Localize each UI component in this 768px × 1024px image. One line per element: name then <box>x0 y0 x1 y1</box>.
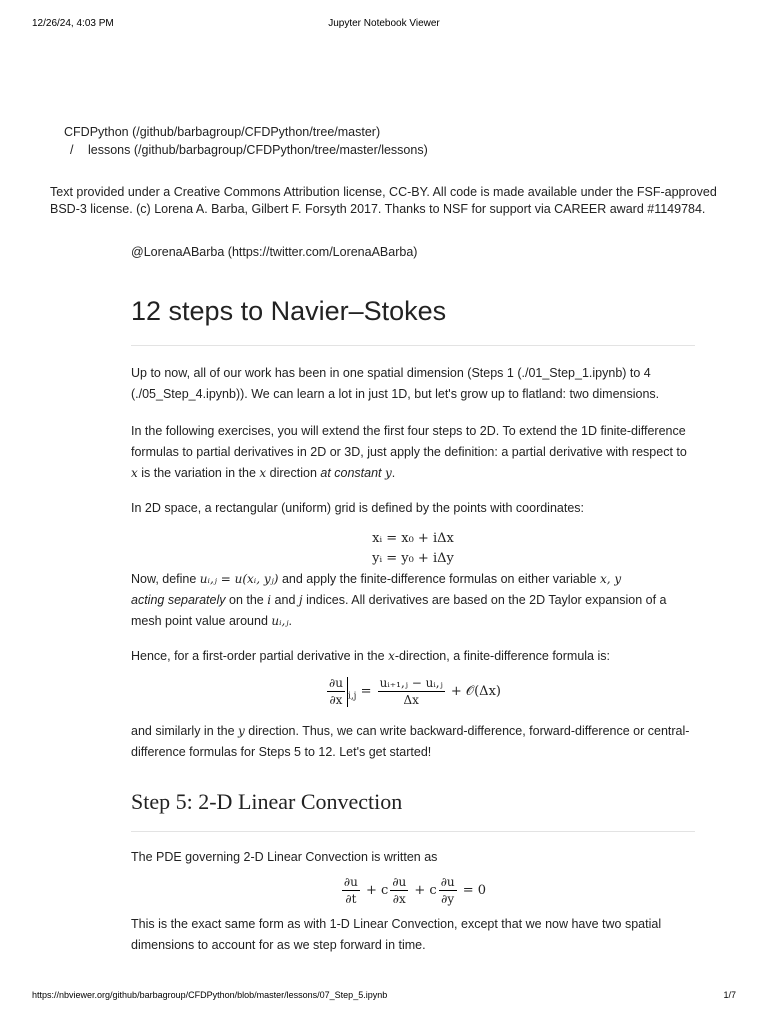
step5-heading: Step 5: 2-D Linear Convection <box>131 789 403 814</box>
first-order-paragraph: Hence, for a first-order partial derivative in the x-direction, a finite-difference formula is: <box>131 649 610 663</box>
finite-difference-equation: $\frac{\partial u}{\partial x}$ $_{i,j}$ = $\frac{\text{uᵢ₊₁,ⱼ − uᵢ,ⱼ}}{\Delta x}$ + 𝒪(Δx) <box>329 676 501 707</box>
step5-divider <box>131 831 695 832</box>
print-footer <box>32 990 736 1004</box>
partial-derivative-paragraph: In the following exercises, you will extend the first four steps to 2D. To extend the 1D finite-difference formulas to partial derivatives in 2D or 3D, just apply the definition: a partial derivative with respect to x is the variation in the x direction at constant y. <box>131 424 687 480</box>
breadcrumb <box>64 123 428 159</box>
breadcrumb-lessons-link[interactable]: lessons (/github/barbagroup/CFDPython/tree/master/lessons) <box>88 143 428 157</box>
notebook-content <box>131 284 695 956</box>
license-text: Text provided under a Creative Commons Attribution license, CC-BY. All code is made available under the FSF-approved BSD-3 license. (c) Lorena A. Barba, Gilbert F. Forsyth 2017. Thanks to NSF for support via CAREER award #1149784. <box>50 185 717 216</box>
print-title: Jupyter Notebook Viewer <box>328 18 440 29</box>
grid-paragraph: In 2D space, a rectangular (uniform) grid is defined by the points with coordinates: <box>131 501 585 515</box>
print-date: 12/26/24, 4:03 PM <box>32 18 114 29</box>
pde-equation: $\frac{\partial u}{\partial t}$ + c $\frac{\partial u}{\partial x}$ + c $\frac{\partial u}{\partial y}$ = 0 <box>343 875 487 906</box>
breadcrumb-cfdpython-link[interactable]: CFDPython (/github/barbagroup/CFDPython/tree/master) <box>64 125 381 139</box>
pde-intro-paragraph: The PDE governing 2-D Linear Convection is written as <box>131 850 438 864</box>
breadcrumb-separator: / <box>70 143 74 157</box>
print-header <box>32 18 736 32</box>
twitter-link[interactable]: @LorenaABarba (https://twitter.com/LorenaABarba) <box>131 245 418 259</box>
similarly-paragraph: and similarly in the y direction. Thus, we can write backward-difference, forward-difference or central-difference formulas for Steps 5 to 12. Let's get started! <box>131 724 690 759</box>
same-form-paragraph: This is the exact same form as with 1-D Linear Convection, except that we now have two spatial dimensions to account for as we step forward in time. <box>131 917 662 952</box>
grid-equations: xᵢ = x₀ + iΔx yᵢ = y₀ + iΔy <box>372 531 454 566</box>
page-title: 12 steps to Navier–Stokes <box>131 296 447 326</box>
intro-paragraph: Up to now, all of our work has been in one spatial dimension (Steps 1 (./01_Step_1.ipynb) to 4 (./05_Step_4.ipynb)). We can learn a lot in just 1D, but let's grow up to flatland: two dimensions. <box>131 366 660 401</box>
print-url: https://nbviewer.org/github/barbagroup/CFDPython/blob/master/lessons/07_Step_5.ipynb <box>32 990 388 1000</box>
print-page-number: 1/7 <box>723 990 736 1000</box>
define-paragraph: Now, define uᵢ,ⱼ = u(xᵢ, yⱼ) and apply the finite-difference formulas on either variable x, y acting separately on the i and j indices. All derivatives are based on the 2D Taylor expansion of a mesh point value around uᵢ,ⱼ. <box>131 572 667 628</box>
title-divider <box>131 345 695 346</box>
